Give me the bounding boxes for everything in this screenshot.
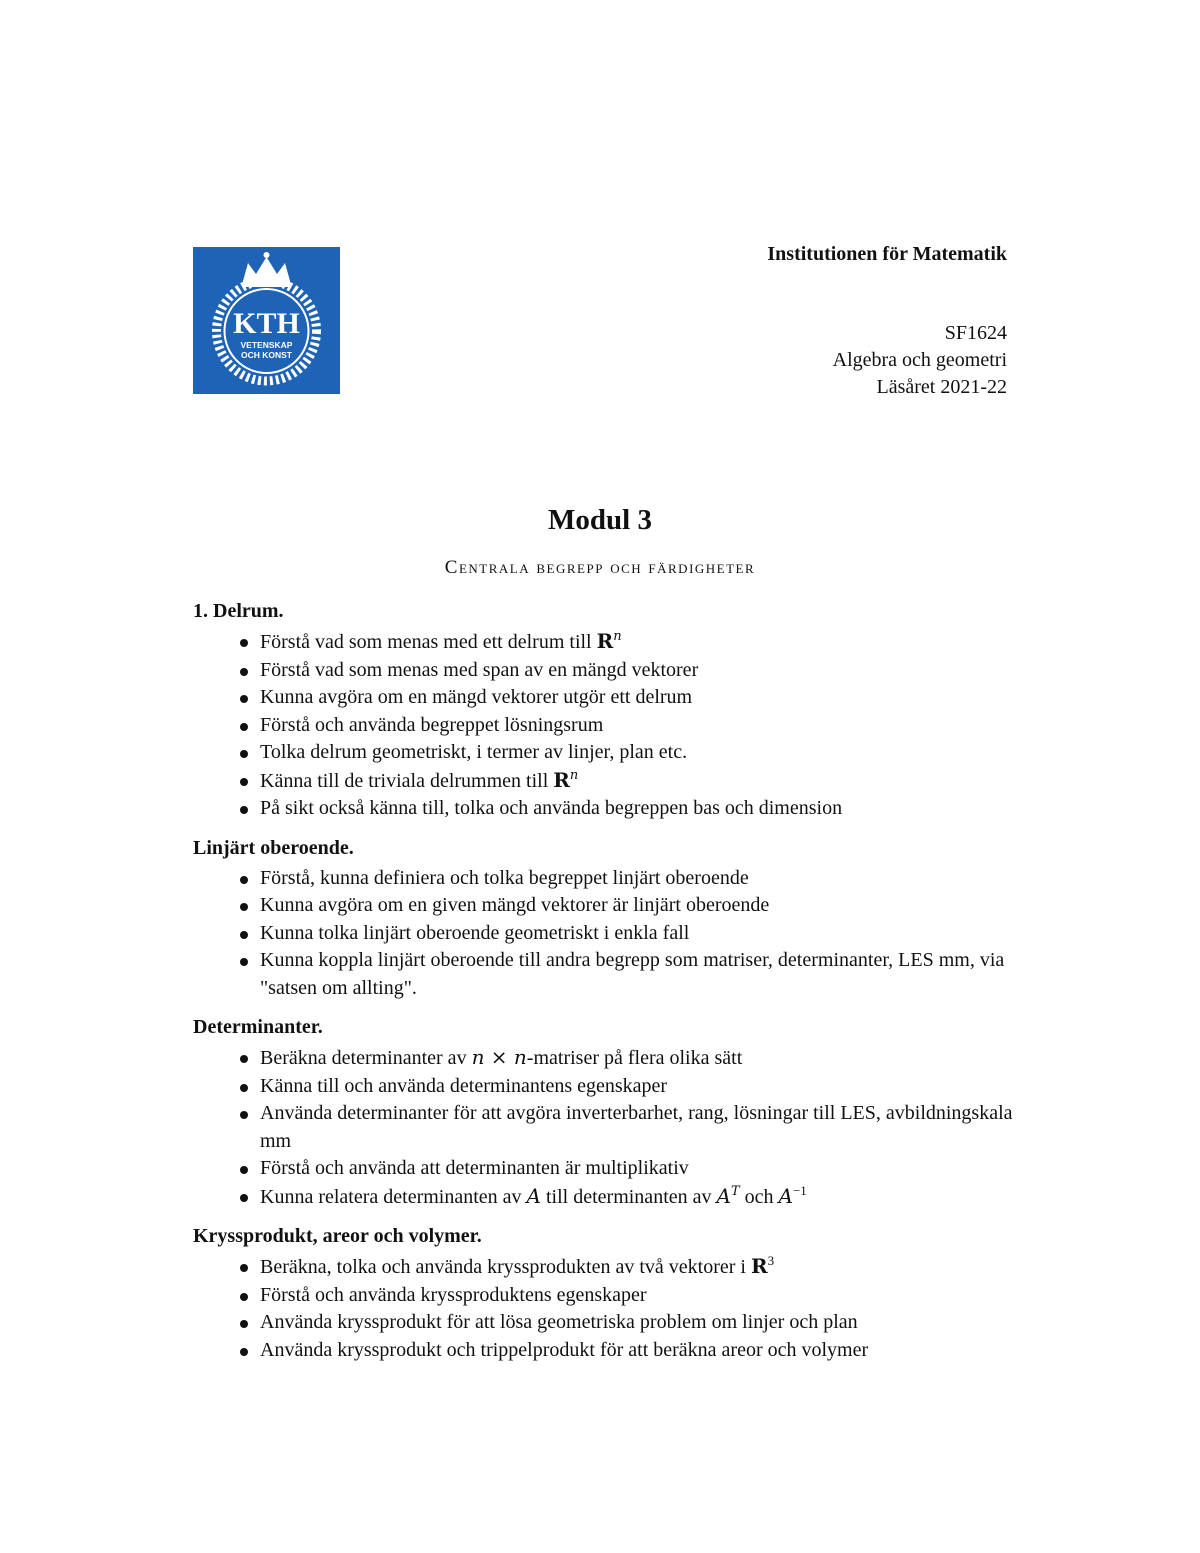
list-item (193, 1282, 1013, 1310)
list-item (193, 1253, 1013, 1282)
main-content (193, 596, 1013, 1374)
page-title: Modul 3 (548, 504, 652, 536)
item-text: Kunna koppla linjärt oberoende till andra begrepp som matriser, determinanter, LES mm, via "satsen om allting". (260, 949, 1005, 999)
math-symbol-A: A (778, 1183, 793, 1208)
bullet-icon (240, 806, 248, 814)
list-item (193, 739, 1013, 767)
section-determinanter (193, 1012, 1013, 1211)
bullet-icon (240, 931, 248, 939)
bullet-list (193, 1253, 1013, 1364)
item-text: Använda determinanter för att avgöra inverterbarhet, rang, lösningar till LES, avbildningskala mm (260, 1102, 1013, 1152)
section-heading: Kryssprodukt, areor och volymer. (193, 1225, 482, 1247)
bullet-icon (240, 1264, 248, 1272)
department-name: Institutionen för Matematik (767, 243, 1007, 265)
item-text: Använda kryssprodukt och trippelprodukt för att beräkna areor och volymer (260, 1338, 869, 1361)
item-text: Förstå och använda att determinanten är multiplikativ (260, 1157, 689, 1179)
list-item (193, 920, 1013, 948)
item-text: Känna till de triviala delrummen till (260, 769, 554, 792)
item-text: Känna till och använda determinantens egenskaper (260, 1074, 668, 1097)
math-symbol: R (750, 1254, 768, 1278)
math-exponent: n (613, 629, 622, 644)
bullet-icon (240, 695, 248, 703)
logo-line2-text: OCH KONST (241, 350, 292, 360)
bullet-icon (240, 668, 248, 676)
logo-line1-text: VETENSKAP (240, 340, 293, 350)
kth-logo (193, 247, 340, 394)
list-item (193, 628, 1013, 657)
item-text: Beräkna, tolka och använda kryssprodukten av två vektorer i (260, 1256, 751, 1278)
item-text: Förstå, kunna definiera och tolka begreppet linjärt oberoende (260, 866, 749, 889)
math-exponent-transpose: T (730, 1183, 740, 1199)
bullet-icon (240, 1084, 248, 1092)
list-item (193, 1155, 1013, 1183)
item-text: Kunna tolka linjärt oberoende geometriskt i enkla fall (260, 921, 690, 944)
item-text: På sikt också känna till, tolka och använda begreppen bas och dimension (260, 797, 843, 819)
item-text: Kunna avgöra om en mängd vektorer utgör ett delrum (260, 686, 693, 708)
item-text: Beräkna determinanter av (260, 1047, 472, 1069)
section-delrum (193, 596, 1013, 823)
list-item (193, 892, 1013, 920)
list-item (193, 795, 1013, 823)
math-symbol-A: A (716, 1183, 731, 1208)
list-item (193, 712, 1013, 740)
section-linjart-oberoende (193, 833, 1013, 1003)
section-heading: Linjärt oberoende. (193, 836, 354, 859)
bullet-icon (240, 1194, 248, 1202)
section-kryssprodukt (193, 1221, 1013, 1364)
bullet-icon (240, 723, 248, 731)
bullet-list (193, 1044, 1013, 1211)
item-text: Kunna avgöra om en given mängd vektorer är linjärt oberoende (260, 894, 770, 916)
kth-logo-graphic (193, 247, 340, 394)
math-exponent: 3 (767, 1253, 775, 1268)
bullet-icon (240, 958, 248, 966)
list-item (193, 767, 1013, 796)
bullet-icon (240, 778, 248, 786)
list-item (193, 1183, 1013, 1212)
bullet-icon (240, 639, 248, 647)
item-text: Förstå vad som menas med ett delrum till (260, 631, 597, 653)
logo-kth-text: KTH (233, 307, 300, 340)
item-text: till determinanten av (541, 1185, 717, 1208)
section-heading: 1. Delrum. (193, 600, 284, 622)
item-text: Tolka delrum geometriskt, i termer av linjer, plan etc. (260, 741, 688, 763)
item-text: Förstå vad som menas med span av en mängd vektorer (260, 658, 699, 681)
course-code: SF1624 (944, 322, 1007, 344)
list-item (193, 1309, 1013, 1337)
bullet-icon (240, 876, 248, 884)
math-symbol: R (553, 767, 570, 792)
math-symbol: R (596, 629, 614, 653)
page-subtitle: Centrala begrepp och färdigheter (444, 557, 756, 578)
math-symbol-A: A (526, 1183, 541, 1208)
list-item (193, 947, 1013, 1002)
item-text: -matriser på flera olika sätt (526, 1047, 743, 1069)
item-text: Kunna relatera determinanten av (260, 1185, 527, 1208)
course-info (767, 320, 1007, 401)
list-item (193, 1100, 1013, 1155)
list-item (193, 1337, 1013, 1365)
list-item (193, 1044, 1013, 1073)
bullet-icon (240, 1111, 248, 1119)
bullet-icon (240, 1293, 248, 1301)
list-item (193, 657, 1013, 685)
item-text: Förstå och använda kryssproduktens egenskaper (260, 1283, 647, 1306)
header-info (767, 241, 1007, 401)
list-item (193, 1073, 1013, 1101)
academic-year: Läsåret 2021-22 (876, 376, 1007, 398)
course-name: Algebra och geometri (832, 349, 1007, 371)
section-heading: Determinanter. (193, 1016, 323, 1038)
item-text: och (739, 1185, 779, 1208)
bullet-icon (240, 750, 248, 758)
bullet-icon (240, 903, 248, 911)
bullet-list (193, 865, 1013, 1003)
list-item (193, 865, 1013, 893)
item-text: Använda kryssprodukt för att lösa geometriska problem om linjer och plan (260, 1311, 858, 1333)
bullet-icon (240, 1055, 248, 1063)
bullet-icon (240, 1166, 248, 1174)
bullet-list (193, 628, 1013, 823)
math-exponent-inverse: −1 (792, 1182, 807, 1198)
math-expression: n × n (471, 1045, 527, 1069)
item-text: Förstå och använda begreppet lösningsrum (260, 713, 604, 736)
bullet-icon (240, 1320, 248, 1328)
bullet-icon (240, 1348, 248, 1356)
list-item (193, 684, 1013, 712)
math-exponent: n (569, 767, 579, 783)
